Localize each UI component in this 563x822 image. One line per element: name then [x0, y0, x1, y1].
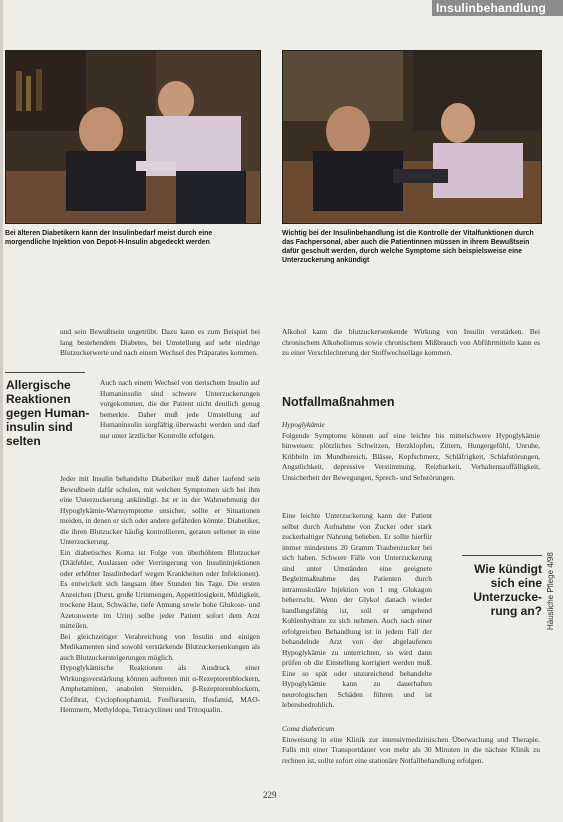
section-title: Insulinbehandlung [436, 1, 547, 15]
sidebar-rule-right [462, 555, 542, 556]
caption-left: Bei älteren Diabetikern kann der Insulinbedarf meist durch eine morgendliche Injektion von Depot-H-Insulin abgedeckt werden [5, 230, 213, 246]
sidebar-heading-left: Allergische Reaktionen gegen Human-insulin sind selten [6, 378, 90, 448]
page-edge [0, 0, 3, 822]
page-number: 229 [263, 790, 277, 800]
paragraph: Eine leichte Unterzuckerung kann der Patient selbst durch Aufnahme von Zucker oder stark zuckerhaltiger Nahrung beheben. Er sollte hierfür immer mindestens 20 Gramm Traubenzucker bei sich haben. Schwere Fälle von Unterzuckerung sind unter Umständen eine geeignete Begleitmaßnahme des Patienten durch intramuskuläre Injektion von 1 mg Glukagon beherrscht. Wenn der Glykol danach wieder handlungsfähig ist, soll er umgehend Kohlenhydrate zu sich nehmen. Auch nach einer erfolgreichen Behandlung ist in jedem Fall der behandelnde Arzt von der abgelaufenen Hypoglykämie zu unterrichten, so wird dann prüfen ob die Einstellung korrigiert werden muß. Eine so spät oder unzureichend behandelte Hypoglykämie kann zu dauerhaften neurologischen Schäden führen und ist lebensbedrohlich. [282, 511, 432, 709]
subheading: Hypoglykämie [282, 420, 325, 429]
paragraph: Jeder mit Insulin behandelte Diabetiker muß daher laufend sein Bewußtsein dafür schulen, mit welchen Symptomen sich bei ihm eine Unterzuckerung ankündigt. Ist er in der Wahrnehmung der Hypoglykämie-Warnsymptome unsicher, sollte er Situationen meiden, in denen er sich oder andere gefährden könnte. Diabetiker, die ihren Blutzucker häufig kontrollieren, geraten seltener in eine Unterzuckerung. [60, 474, 260, 546]
paragraph: Bei gleichzeitiger Verabreichung von Insulin und einigen Medikamenten sind sowohl verstärkende Blutzuckersenkungen als auch Blutzuckersteigerungen möglich. [60, 631, 260, 662]
paragraph: Auch nach einem Wechsel von tierischem Insulin auf Humaninsulin sind schwere Unterzuckerungen vorgekommen, die der Patient nicht deutlich genug bemerkte. Daher muß jede Umstellung auf Humaninsulin sorgfältig überwacht werden und darf nur unter ärztlicher Kontrolle erfolgen. [100, 378, 260, 440]
right-column-intro [282, 327, 540, 359]
paragraph: Ein diabetisches Koma ist Folge von überhöhtem Blutzucker (Diätfehler, Auslassen oder Verringerung von Insulininjektionen oder erhöhter Insulinbedarf wegen Krankheiten oder Infektionen). Es entwickelt sich langsam über Stunden bis Tage. Die ersten Anzeichen (Durst, große Urinmengen, Appetitlosigkeit, Müdigkeit, trockene Haut, Schwäche, tiefe Atmung sowie hohe Glukose- und Azetonwerte im Urin) sollte jeder Patient sofort dem Arzt mitteilen. [60, 547, 260, 630]
sidebar-rule-top [5, 372, 85, 373]
paragraph: Hypoglykämische Reaktionen als Ausdruck einer Wirkungsverstärkung können auftreten mit α-Rezeptorenblockern, Amphetaminen, anabolen Steroiden, β-Rezeptorenblockern, Clofibrat, Cyclophosphamid, Fenfluramin, Ifosfamid, MAO-Hemmern, Methyldopa, Tetracyclinen und Tritoqualin. [60, 663, 260, 714]
sidebar-heading-right: Wie kündigt sich eine Unterzucke-rung an? [473, 562, 542, 618]
paragraph: Alkohol kann die blutzuckersenkende Wirkung von Insulin verstärken. Bei chronischem Alkoholismus sowie chronischem Mißbrauch von Abführmitteln kann es zu einer Verschlechterung der Stoffwechsellage kommen. [282, 327, 540, 357]
caption-right: Wichtig bei der Insulinbehandlung ist die Kontrolle der Vitalfunktionen durch das Fachpersonal, aber auch die Patientinnen müssen in ihrem Bewußtsein dafür geschult werden, durch welche Symptome sich beispielsweise eine Unterzuckerung ankündigt [282, 230, 534, 264]
journal-label: Häusliche Pflege 4/98 [546, 552, 555, 630]
paragraph: und sein Bewußtsein ungetrübt. Dazu kann es zum Beispiel bei lang bestehendem Diabetes, bei Umstellung auf sehr niedrige Blutzuckerwerte und nach einem Wechsel des Präparates kommen. [60, 327, 260, 357]
photo-injection [5, 50, 261, 224]
right-column-body-mid [282, 511, 432, 711]
right-column-body-bottom [282, 722, 540, 766]
section-heading: Notfallmaßnahmen [282, 395, 395, 409]
paragraph: Einweisung in eine Klinik zur intensivmedizinischen Überwachung und Therapie. Falls mit einer Transportdauer von mehr als 30 Minuten in die nächste Klinik zu rechnen ist, sollte sofort eine stationäre Notfallbehandlung erfolgen. [282, 734, 540, 765]
left-column-body [60, 474, 260, 716]
photo-blood-pressure [282, 50, 542, 224]
paragraph: Folgende Symptome können auf eine leichte bis mittelschwere Hypoglykämie hinweisen: plötzliches Schwitzen, Herzklopfen, Zittern, Hungergefühl, Unruhe, Kribbeln im Mundbereich, Blässe, Kopfschmerz, Schläfrigkeit, Schlafstörungen, Angstlichkeit, depressive Verstimmung, Reizbarkeit, Verhaltensauffälligkeit, Unsicherheit der Bewegungen, Sprech- und Sehstörungen. [282, 430, 540, 482]
left-column-intro [60, 327, 260, 359]
left-column-p2 [100, 378, 260, 441]
right-column-body-top [282, 418, 540, 483]
subheading: Coma diabeticum [282, 724, 335, 733]
